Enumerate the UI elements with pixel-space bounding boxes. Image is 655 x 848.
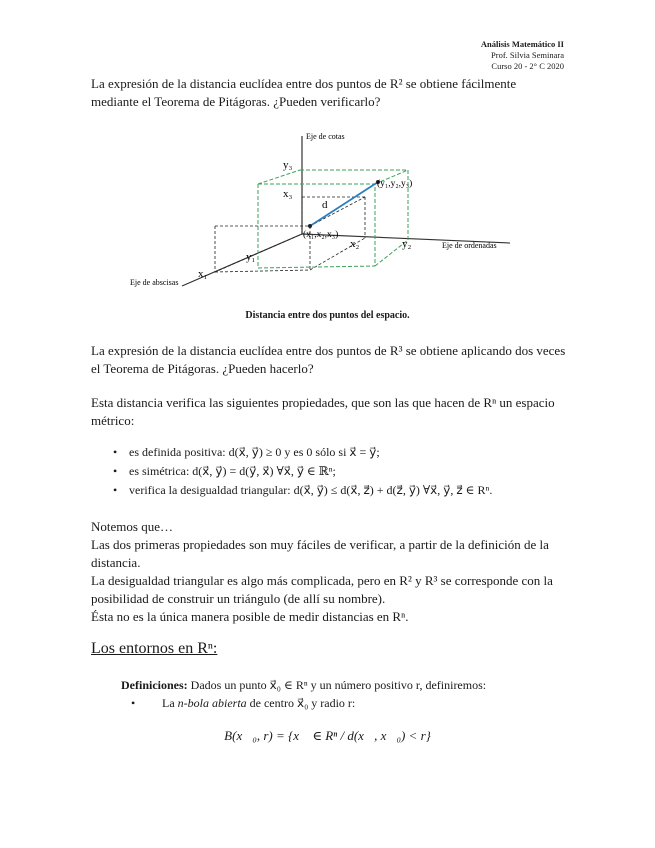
point-x-marker xyxy=(308,224,312,228)
distance-segment xyxy=(310,182,378,226)
note-line: Ésta no es la única manera posible de medir distancias en Rⁿ. xyxy=(91,609,409,624)
property-symmetric: • es simétrica: d(x⃗, y⃗) = d(y⃗, x⃗) ∀x⃗, y⃗ ∈ ℝⁿ; xyxy=(91,462,561,481)
x1-label: x₁ xyxy=(198,268,208,280)
ball-definition-item xyxy=(131,694,561,712)
properties-list xyxy=(91,443,561,500)
d-label: d xyxy=(322,199,328,211)
header-course: Curso 20 - 2° C 2020 xyxy=(491,61,564,71)
y2-label: y₂ xyxy=(402,238,412,250)
notes-block xyxy=(91,518,567,626)
definitions-block xyxy=(121,676,561,712)
r3-paragraph: La expresión de la distancia euclídea entre dos puntos de R³ se obtiene aplicando dos veces el Teorema de Pitágoras. ¿Pueden hacerlo? xyxy=(91,343,566,376)
header xyxy=(481,39,564,72)
definitions-label: Definiciones: xyxy=(121,678,188,692)
y-axis-label: Eje de ordenadas xyxy=(442,241,497,250)
z-axis-label: Eje de cotas xyxy=(306,132,345,141)
distance-figure xyxy=(120,122,520,300)
header-title: Análisis Matemático II xyxy=(480,39,564,49)
y3-label: y₃ xyxy=(283,159,293,171)
ball-formula: B(x⃗₀, r) = {x⃗ ∈ Rⁿ / d(x⃗, x⃗₀) < r} xyxy=(224,728,431,743)
header-professor: Prof. Silvia Seminara xyxy=(491,50,564,60)
property-triangular: • verifica la desigualdad triangular: d(x⃗, y⃗) ≤ d(x⃗, z⃗) + d(z⃗, y⃗) ∀x⃗, y⃗, z⃗ ∈ Rⁿ. xyxy=(91,481,561,500)
intro-paragraph: La expresión de la distancia euclídea entre dos puntos de R² se obtiene fácilmente mediante el Teorema de Pitágoras. ¿Pueden verificarlo? xyxy=(91,76,517,109)
dashed-box-x xyxy=(215,197,365,272)
y1-label: y₁ xyxy=(246,251,256,263)
x2-label: x₂ xyxy=(350,238,360,250)
point-x-label: (x₁,x₂,x₃) xyxy=(303,230,339,240)
note-line: La desigualdad triangular es algo más complicada, pero en R² y R³ se corresponde con la posibilidad de construir un triángulo (de allí su nombre). xyxy=(91,573,553,606)
bullet-prefix: La xyxy=(162,696,178,710)
note-line: Las dos primeras propiedades son muy fáciles de verificar, a partir de la definición de la distancia. xyxy=(91,537,549,570)
property-positive: • es definida positiva: d(x⃗, y⃗) ≥ 0 y es 0 sólo si x⃗ = y⃗; xyxy=(91,443,561,462)
metric-intro: Esta distancia verifica las siguientes propiedades, que son las que hacen de Rⁿ un espacio métrico: xyxy=(91,395,555,428)
ball-term: n-bola abierta xyxy=(177,696,247,710)
note-line: Notemos que… xyxy=(91,519,173,534)
x3-label: x₃ xyxy=(283,188,293,200)
bullet-rest: de centro x⃗₀ y radio r: xyxy=(246,696,356,710)
section-title: Los entornos en Rⁿ: xyxy=(91,640,218,657)
point-y-label: (y₁,y₂,y₃) xyxy=(377,179,413,189)
x-axis-label: Eje de abscisas xyxy=(130,278,179,287)
definitions-text: Dados un punto x⃗₀ ∈ Rⁿ y un número positivo r, definiremos: xyxy=(190,678,487,692)
figure-caption: Distancia entre dos puntos del espacio. xyxy=(245,310,410,321)
